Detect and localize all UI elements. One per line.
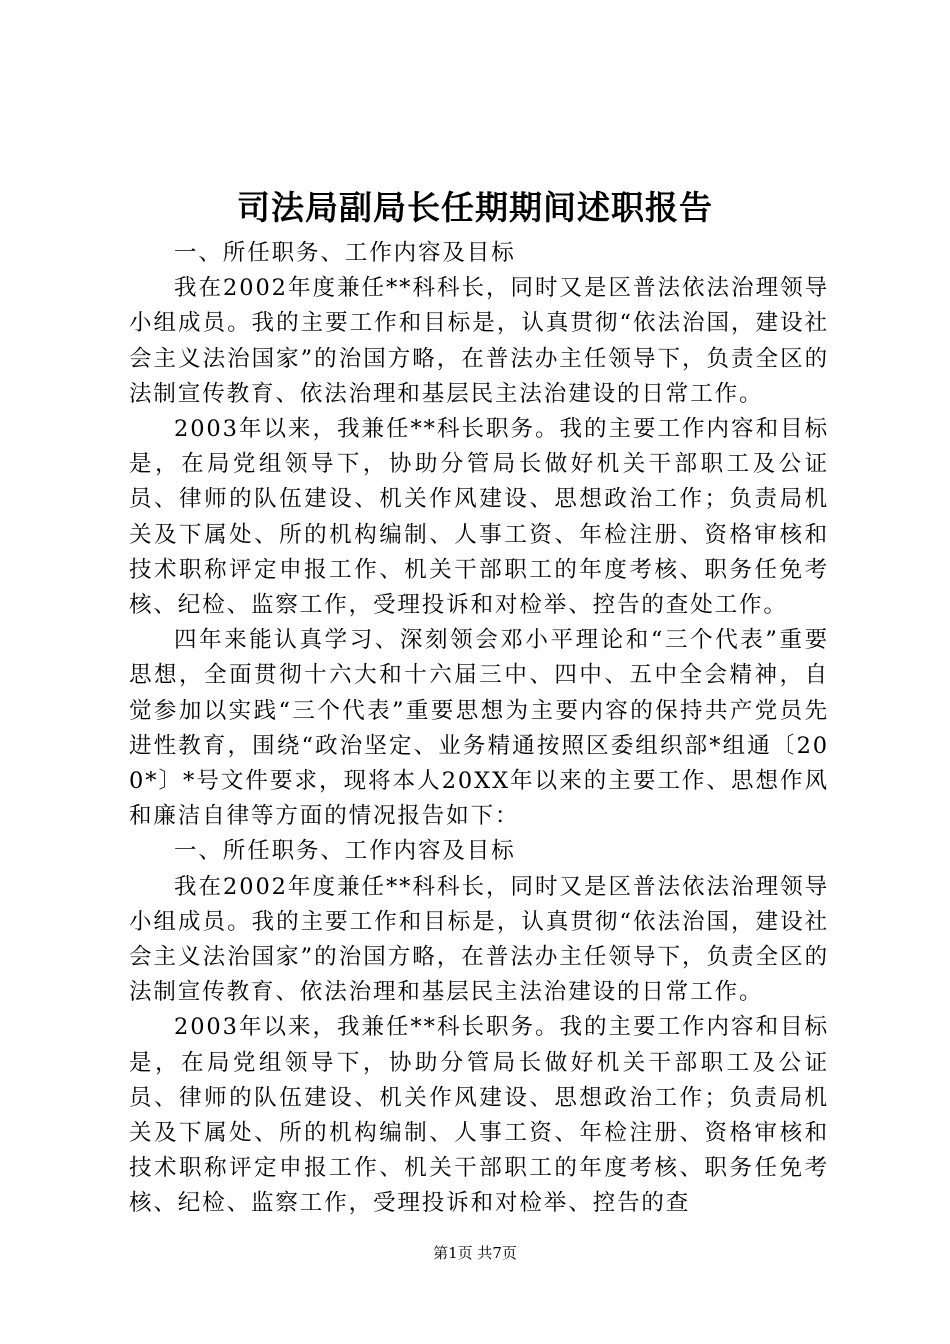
document-body [129,236,829,1222]
section-heading: 一、所任职务、工作内容及目标 [174,240,516,266]
body-paragraph: 我在2002年度兼任**科科长，同时又是区普法依法治理领导小组成员。我的主要工作和目标是，认真贯彻“依法治国，建设社会主义法治国家”的治国方略，在普法办主任领导下，负责全区的法制宣传教育、依法治理和基层民主法治建设的日常工作。 [129,873,829,1006]
document-title: 司法局副局长任期期间述职报告 [237,188,713,227]
body-paragraph: 我在2002年度兼任**科科长，同时又是区普法依法治理领导小组成员。我的主要工作和目标是，认真贯彻“依法治国，建设社会主义法治国家”的治国方略，在普法办主任领导下，负责全区的法制宣传教育、依法治理和基层民主法治建设的日常工作。 [129,275,829,407]
body-paragraph: 2003年以来，我兼任**科长职务。我的主要工作内容和目标是，在局党组领导下，协助分管局长做好机关干部职工及公证员、律师的队伍建设、机关作风建设、思想政治工作；负责局机关及下属处、所的机构编制、人事工资、年检注册、资格审核和技术职称评定申报工作、机关干部职工的年度考核、职务任免考核、纪检、监察工作，受理投诉和对检举、控告的查处工作。 [129,416,829,619]
page-number-footer: 第1页 共7页 [433,1244,517,1262]
body-paragraph: 四年来能认真学习、深刻领会邓小平理论和“三个代表”重要思想，全面贯彻十六大和十六届三中、四中、五中全会精神，自觉参加以实践“三个代表”重要思想为主要内容的保持共产党员先进性教育，围绕“政治坚定、业务精通按照区委组织部*组通〔200*〕*号文件要求，现将本人20XX年以来的主要工作、思想作风和廉洁自律等方面的情况报告如下： [129,627,829,830]
body-paragraph: 2003年以来，我兼任**科长职务。我的主要工作内容和目标是，在局党组领导下，协助分管局长做好机关干部职工及公证员、律师的队伍建设、机关作风建设、思想政治工作；负责局机关及下属处、所的机构编制、人事工资、年检注册、资格审核和技术职称评定申报工作、机关干部职工的年度考核、职务任免考核、纪检、监察工作，受理投诉和对检举、控告的查 [129,1014,829,1217]
section-heading: 一、所任职务、工作内容及目标 [174,838,516,865]
